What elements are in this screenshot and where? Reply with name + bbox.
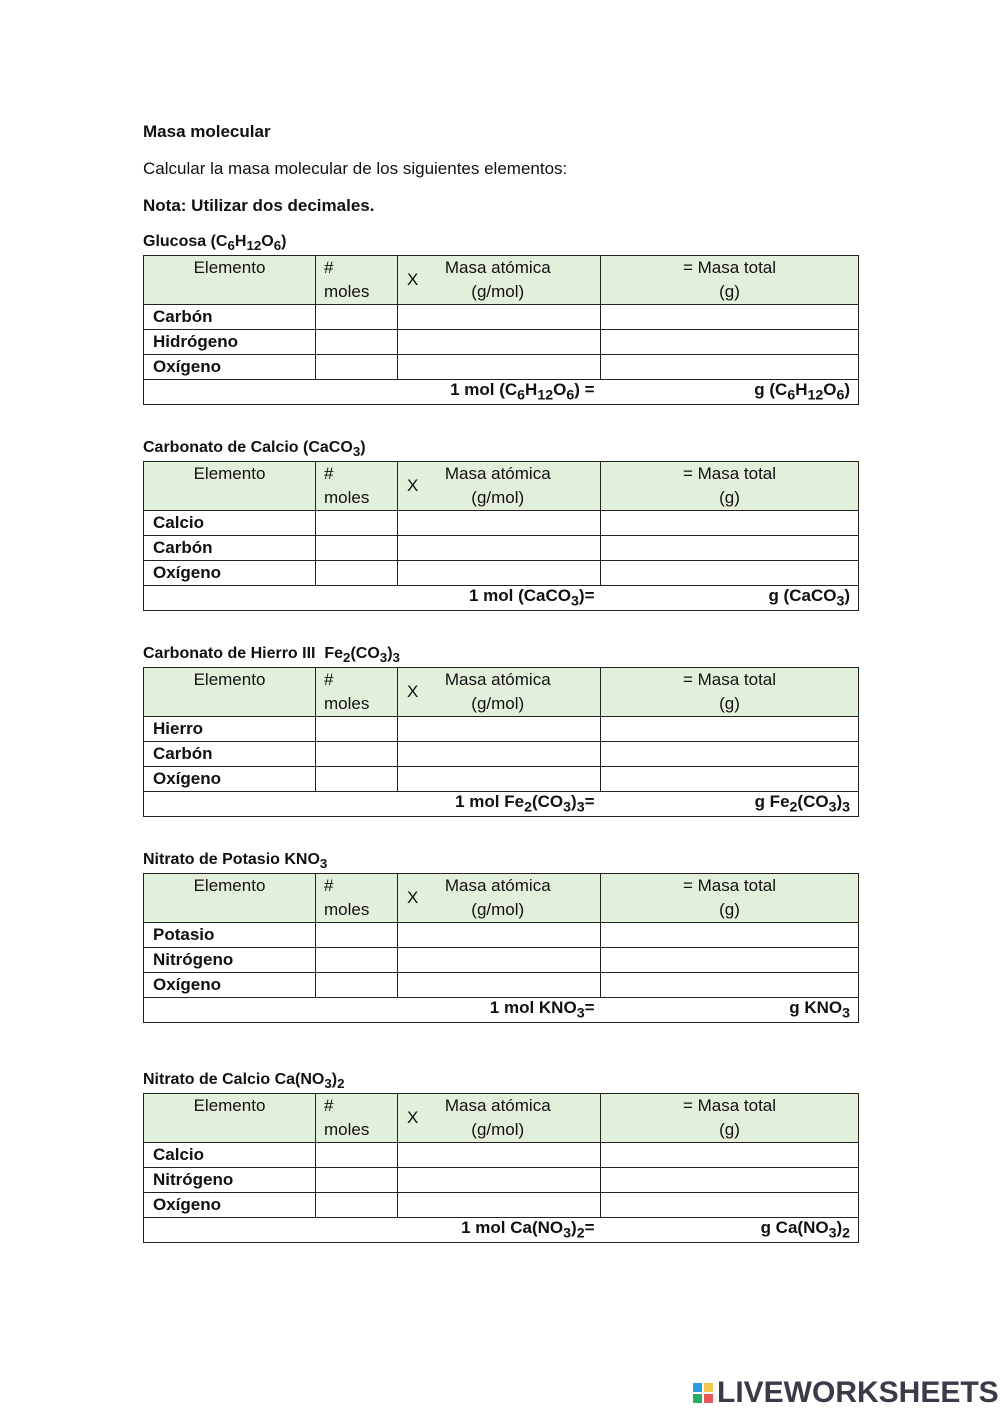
atomic-mass-input[interactable] xyxy=(398,511,601,536)
header-x: X xyxy=(398,256,426,305)
atomic-mass-input[interactable] xyxy=(398,1143,601,1168)
moles-input[interactable] xyxy=(316,536,398,561)
total-mass-input[interactable] xyxy=(601,536,859,561)
table-row xyxy=(144,923,859,948)
total-mass-input[interactable] xyxy=(601,923,859,948)
moles-input[interactable] xyxy=(316,767,398,792)
header-moles: # moles xyxy=(316,874,398,923)
compound-title: Carbonato de Hierro III $Fe_2(CO_3)_3$ xyxy=(143,645,400,666)
logo-text: LIVEWORKSHEETS xyxy=(717,1376,999,1409)
header-x: X xyxy=(398,668,426,717)
atomic-mass-input[interactable] xyxy=(398,973,601,998)
liveworksheets-logo xyxy=(693,1376,999,1410)
summary-row xyxy=(144,998,859,1023)
table-row xyxy=(144,742,859,767)
atomic-mass-input[interactable] xyxy=(398,536,601,561)
header-masa-atomica: Masa atómica (g/mol) xyxy=(426,256,601,305)
atomic-mass-input[interactable] xyxy=(398,742,601,767)
header-masa-total: = Masa total (g) xyxy=(601,1094,859,1143)
element-label: Calcio xyxy=(144,1143,316,1168)
compound-section xyxy=(143,848,858,1023)
table-row xyxy=(144,305,859,330)
atomic-mass-input[interactable] xyxy=(398,767,601,792)
instruction-text: Calcular la masa molecular de los siguientes elementos: xyxy=(143,159,568,178)
header-moles: # moles xyxy=(316,462,398,511)
element-label: Oxígeno xyxy=(144,973,316,998)
header-x: X xyxy=(398,462,426,511)
element-label: Hierro xyxy=(144,717,316,742)
moles-input[interactable] xyxy=(316,1193,398,1218)
compound-title: Carbonato de Calcio (CaCO$_3$) xyxy=(143,439,366,460)
summary-row xyxy=(144,1218,859,1243)
element-label: Calcio xyxy=(144,511,316,536)
moles-input[interactable] xyxy=(316,1143,398,1168)
element-label: Oxígeno xyxy=(144,561,316,586)
header-elemento: Elemento xyxy=(144,874,316,923)
table-row xyxy=(144,948,859,973)
table-row xyxy=(144,973,859,998)
header-elemento: Elemento xyxy=(144,462,316,511)
header-masa-total: = Masa total (g) xyxy=(601,668,859,717)
compound-section xyxy=(143,436,858,611)
table-row xyxy=(144,767,859,792)
compound-section xyxy=(143,642,858,817)
summary-units: g $Fe_2(CO_3)_3$ xyxy=(601,792,859,817)
header-moles: # moles xyxy=(316,1094,398,1143)
compound-section xyxy=(143,1068,858,1243)
liveworksheets-logo-icon xyxy=(693,1383,713,1403)
element-label: Carbón xyxy=(144,536,316,561)
header-masa-total: = Masa total (g) xyxy=(601,462,859,511)
compound-title: Glucosa $(C_6H_{12}O_6)$ xyxy=(143,233,287,254)
total-mass-input[interactable] xyxy=(601,1143,859,1168)
page-title: Masa molecular xyxy=(143,122,271,141)
atomic-mass-input[interactable] xyxy=(398,355,601,380)
summary-units: g $KNO_3$ xyxy=(601,998,859,1023)
element-label: Nitrógeno xyxy=(144,1168,316,1193)
header-elemento: Elemento xyxy=(144,1094,316,1143)
compound-section xyxy=(143,230,858,405)
atomic-mass-input[interactable] xyxy=(398,305,601,330)
total-mass-input[interactable] xyxy=(601,973,859,998)
summary-label: 1 mol (CaCO$_3$)= xyxy=(144,586,601,611)
moles-input[interactable] xyxy=(316,1168,398,1193)
header-masa-atomica: Masa atómica (g/mol) xyxy=(426,1094,601,1143)
element-label: Nitrógeno xyxy=(144,948,316,973)
moles-input[interactable] xyxy=(316,717,398,742)
molecular-mass-table xyxy=(143,255,859,405)
element-label: Oxígeno xyxy=(144,355,316,380)
summary-label: 1 mol $(C_6H_{12}O_6)$ = xyxy=(144,380,601,405)
note-text: Nota: Utilizar dos decimales. xyxy=(143,196,375,215)
table-row xyxy=(144,511,859,536)
summary-units: g $(C_6H_{12}O_6)$ xyxy=(601,380,859,405)
summary-row xyxy=(144,380,859,405)
atomic-mass-input[interactable] xyxy=(398,330,601,355)
molecular-mass-table xyxy=(143,873,859,1023)
table-row xyxy=(144,561,859,586)
header-elemento: Elemento xyxy=(144,668,316,717)
table-row xyxy=(144,1193,859,1218)
element-label: Carbón xyxy=(144,742,316,767)
table-row xyxy=(144,1143,859,1168)
element-label: Potasio xyxy=(144,923,316,948)
compound-title: Nitrato de Potasio $KNO_3$ xyxy=(143,851,328,872)
atomic-mass-input[interactable] xyxy=(398,948,601,973)
total-mass-input[interactable] xyxy=(601,1193,859,1218)
moles-input[interactable] xyxy=(316,561,398,586)
molecular-mass-table xyxy=(143,1093,859,1243)
element-label: Hidrógeno xyxy=(144,330,316,355)
summary-units: g (CaCO$_3$) xyxy=(601,586,859,611)
atomic-mass-input[interactable] xyxy=(398,923,601,948)
table-row xyxy=(144,1168,859,1193)
element-label: Carbón xyxy=(144,305,316,330)
total-mass-input[interactable] xyxy=(601,742,859,767)
table-row xyxy=(144,355,859,380)
header-elemento: Elemento xyxy=(144,256,316,305)
total-mass-input[interactable] xyxy=(601,305,859,330)
header-x: X xyxy=(398,1094,426,1143)
header-masa-atomica: Masa atómica (g/mol) xyxy=(426,462,601,511)
table-row xyxy=(144,536,859,561)
summary-label: 1 mol $Ca(NO_3)_2=$ xyxy=(144,1218,601,1243)
total-mass-input[interactable] xyxy=(601,355,859,380)
header-masa-total: = Masa total (g) xyxy=(601,256,859,305)
moles-input[interactable] xyxy=(316,330,398,355)
summary-row xyxy=(144,792,859,817)
moles-input[interactable] xyxy=(316,511,398,536)
total-mass-input[interactable] xyxy=(601,1168,859,1193)
moles-input[interactable] xyxy=(316,973,398,998)
summary-row xyxy=(144,586,859,611)
element-label: Oxígeno xyxy=(144,1193,316,1218)
moles-input[interactable] xyxy=(316,948,398,973)
element-label: Oxígeno xyxy=(144,767,316,792)
atomic-mass-input[interactable] xyxy=(398,561,601,586)
atomic-mass-input[interactable] xyxy=(398,1168,601,1193)
atomic-mass-input[interactable] xyxy=(398,1193,601,1218)
atomic-mass-input[interactable] xyxy=(398,717,601,742)
header-moles: # moles xyxy=(316,256,398,305)
header-masa-atomica: Masa atómica (g/mol) xyxy=(426,668,601,717)
total-mass-input[interactable] xyxy=(601,717,859,742)
total-mass-input[interactable] xyxy=(601,511,859,536)
summary-units: g $Ca(NO_3)_2$ xyxy=(601,1218,859,1243)
summary-label: 1 mol $Fe_2(CO_3)_3=$ xyxy=(144,792,601,817)
header-x: X xyxy=(398,874,426,923)
table-row xyxy=(144,330,859,355)
moles-input[interactable] xyxy=(316,355,398,380)
moles-input[interactable] xyxy=(316,742,398,767)
table-row xyxy=(144,717,859,742)
total-mass-input[interactable] xyxy=(601,561,859,586)
moles-input[interactable] xyxy=(316,305,398,330)
summary-label: 1 mol $KNO_3=$ xyxy=(144,998,601,1023)
compound-title: Nitrato de Calcio $Ca(NO_3)_2$ xyxy=(143,1071,345,1092)
total-mass-input[interactable] xyxy=(601,948,859,973)
molecular-mass-table xyxy=(143,667,859,817)
moles-input[interactable] xyxy=(316,923,398,948)
molecular-mass-table xyxy=(143,461,859,611)
total-mass-input[interactable] xyxy=(601,767,859,792)
header-moles: # moles xyxy=(316,668,398,717)
header-masa-atomica: Masa atómica (g/mol) xyxy=(426,874,601,923)
header-masa-total: = Masa total (g) xyxy=(601,874,859,923)
total-mass-input[interactable] xyxy=(601,330,859,355)
